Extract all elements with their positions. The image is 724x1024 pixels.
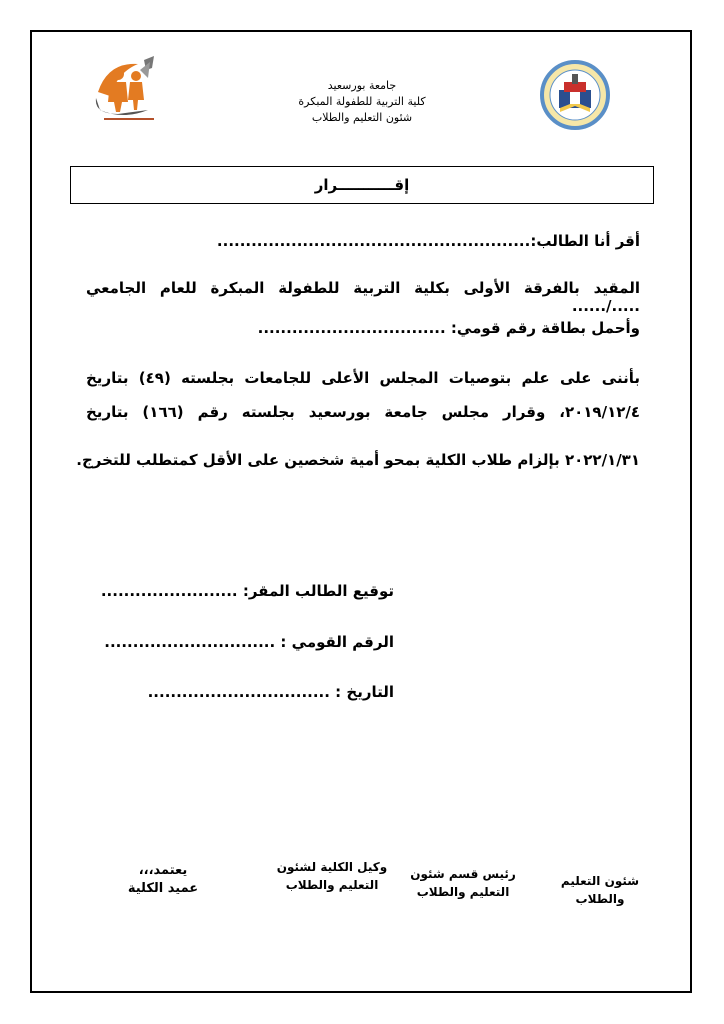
national-id-signature-line: الرقم القومي : .............................. [104,633,394,651]
document-title: إقـــــــــــرار [70,166,654,204]
acknowledgment-line-1: بأننى على علم بتوصيات المجلس الأعلى للجامعات بجلسته (٤٩) بتاريخ [86,369,640,387]
header-text [230,78,494,126]
affairs-signature [535,872,665,908]
dean-line-2: عميد الكلية [127,881,199,896]
vice-dean-line-2: التعليم والطلاب [285,878,379,892]
enrollment-line: المقيد بالفرقة الأولى بكلية التربية للطفولة المبكرة للعام الجامعي ...../...... [86,279,640,315]
national-id-line: وأحمل بطاقة رقم قومي: ................................. [257,319,640,337]
affairs-title: شئون التعليم والطلاب [560,874,640,906]
dean-line-1: يعتمد،،، [138,863,188,878]
acknowledgment-line-3: ٢٠٢٢/١/٣١ بإلزام طلاب الكلية بمحو أمية شخصين على الأقل كمتطلب للتخرج. [76,451,640,469]
document-header [0,0,724,140]
student-name-line: أقر أنا الطالب:....................................................... [216,232,640,250]
department-head-signature [408,865,518,901]
university-seal-icon [540,60,610,130]
university-name: جامعة بورسعيد [327,79,397,92]
department-name: شئون التعليم والطلاب [311,111,413,124]
student-signature-line: توقيع الطالب المقر: ........................ [100,582,394,600]
vice-dean-signature [272,858,392,894]
date-signature-line: التاريخ : ................................ [147,683,394,701]
faculty-name: كلية التربية للطفولة المبكرة [298,95,426,108]
vice-dean-line-1: وكيل الكلية لشئون [276,860,388,874]
dean-signature [108,862,218,898]
acknowledgment-line-2: ٢٠١٩/١٢/٤، وقرار مجلس جامعة بورسعيد بجلسته رقم (١٦٦) بتاريخ [86,403,641,421]
faculty-logo-icon [88,52,166,126]
department-head-line-2: التعليم والطلاب [416,885,510,899]
department-head-line-1: رئيس قسم شئون [410,867,516,881]
